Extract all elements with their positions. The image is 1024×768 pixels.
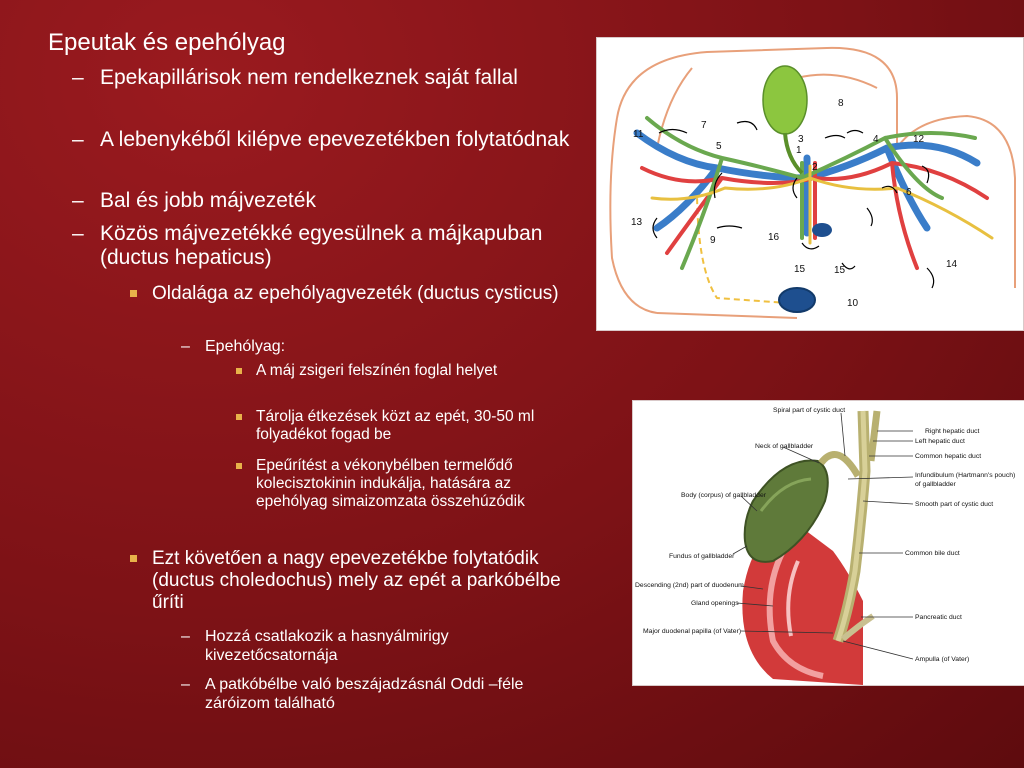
fig1-label: 8 (838, 98, 844, 109)
fig1-label: 13 (631, 217, 643, 228)
bullet-text: Ezt követően a nagy epevezetékbe folytatódik (ductus choledochus) mely az epét a parkóbélbe űríti (152, 548, 561, 613)
bullet-l2 (72, 128, 570, 152)
bullet-l4 (181, 675, 565, 713)
fig1-label: 14 (946, 259, 958, 270)
bullet-text: A lebenykéből kilépve epevezetékben folytatódnak (100, 128, 570, 151)
bullet-text: Epekapillárisok nem rendelkeznek saját fallal (100, 66, 518, 89)
fig1-label: 15 (794, 264, 806, 275)
square-bullet-icon (130, 290, 137, 297)
bullet-l4 (181, 337, 565, 356)
fig1-label: 9 (710, 235, 716, 246)
bullet-text: Oldalága az epehólyagvezeték (ductus cysticus) (152, 283, 559, 304)
fig1-label: 6 (906, 187, 912, 198)
fig2-label: Ampulla (of Vater) (915, 656, 970, 663)
dash-marker: – (72, 222, 84, 245)
fig2-label: Major duodenal papilla (of Vater) (643, 628, 742, 635)
fig2-label: Right hepatic duct (925, 428, 980, 435)
fig2-label: Descending (2nd) part of duodenum (635, 582, 744, 589)
dash-marker: – (181, 676, 190, 693)
fig1-label: 4 (873, 134, 879, 145)
bullet-text: A patkóbélbe való beszájadzásnál Oddi –féle záróizom található (205, 676, 524, 712)
gallbladder-diagram (632, 400, 1024, 686)
bullet-l1 (48, 29, 286, 56)
fig1-label: 1 (796, 145, 802, 156)
fig1-label: 15 (834, 265, 846, 276)
bullet-text: Epeutak és epehólyag (48, 29, 286, 56)
fig2-label: Gland openings (691, 600, 739, 607)
fig2-label: Pancreatic duct (915, 614, 962, 621)
square-bullet-icon (130, 555, 137, 562)
gallbladder-illustration (633, 401, 1024, 685)
bullet-text: Bal és jobb májvezeték (100, 189, 316, 212)
square-bullet-icon (236, 463, 242, 469)
bullet-l2 (72, 66, 570, 90)
fig1-label: 7 (701, 120, 707, 131)
fig1-label: 16 (768, 232, 780, 243)
fig2-label: of gallbladder (915, 481, 956, 488)
bullet-text: Epeűrítést a vékonybélben termelődő kolecisztokinin indukálja, hatására az epehólyag simaizomzata összehúzódik (256, 457, 525, 510)
dash-marker: – (72, 66, 84, 89)
dash-marker: – (72, 128, 84, 151)
bullet-l2 (72, 189, 570, 213)
fig2-label: Smooth part of cystic duct (915, 501, 994, 508)
bullet-l3 (152, 548, 572, 614)
bullet-l5 (256, 408, 576, 444)
biliary-tree-diagram (596, 37, 1024, 331)
fig1-label: 11 (633, 129, 644, 140)
fig1-label: 2 (812, 162, 818, 173)
square-bullet-icon (236, 414, 242, 420)
biliary-tree-illustration (597, 38, 1023, 330)
fig1-label: 5 (716, 141, 722, 152)
fig2-label: Spiral part of cystic duct (773, 407, 846, 414)
bullet-l5 (256, 362, 576, 380)
dash-marker: – (72, 189, 84, 212)
fig1-label: 3 (798, 134, 804, 145)
bullet-text: A máj zsigeri felszínén foglal helyet (256, 362, 498, 379)
bullet-text: Epehólyag: (205, 338, 286, 355)
bullet-l3 (152, 283, 572, 305)
fig2-label: Neck of gallbladder (755, 443, 814, 450)
fig2-label: Body (corpus) of gallbladder (681, 492, 767, 499)
fig1-label: 12 (913, 134, 925, 145)
fig2-label: Fundus of gallbladder (669, 553, 735, 560)
bullet-text: Tárolja étkezések közt az epét, 30-50 ml folyadékot fogad be (256, 408, 535, 443)
fig2-label: Common bile duct (905, 550, 960, 557)
bullet-l2 (72, 222, 570, 270)
bullet-l5 (256, 457, 576, 511)
dash-marker: – (181, 628, 190, 645)
bullet-text: Hozzá csatlakozik a hasnyálmirigy kivezetőcsatornája (205, 628, 449, 664)
fig2-label: Infundibulum (Hartmann's pouch) (915, 472, 1016, 479)
fig2-label: Left hepatic duct (915, 438, 965, 445)
fig2-label: Common hepatic duct (915, 453, 982, 460)
bullet-l4 (181, 627, 565, 665)
dash-marker: – (181, 338, 190, 355)
square-bullet-icon (236, 368, 242, 374)
fig1-label: 10 (847, 298, 859, 309)
bullet-text: Közös májvezetékké egyesülnek a májkapuban (ductus hepaticus) (100, 222, 543, 269)
